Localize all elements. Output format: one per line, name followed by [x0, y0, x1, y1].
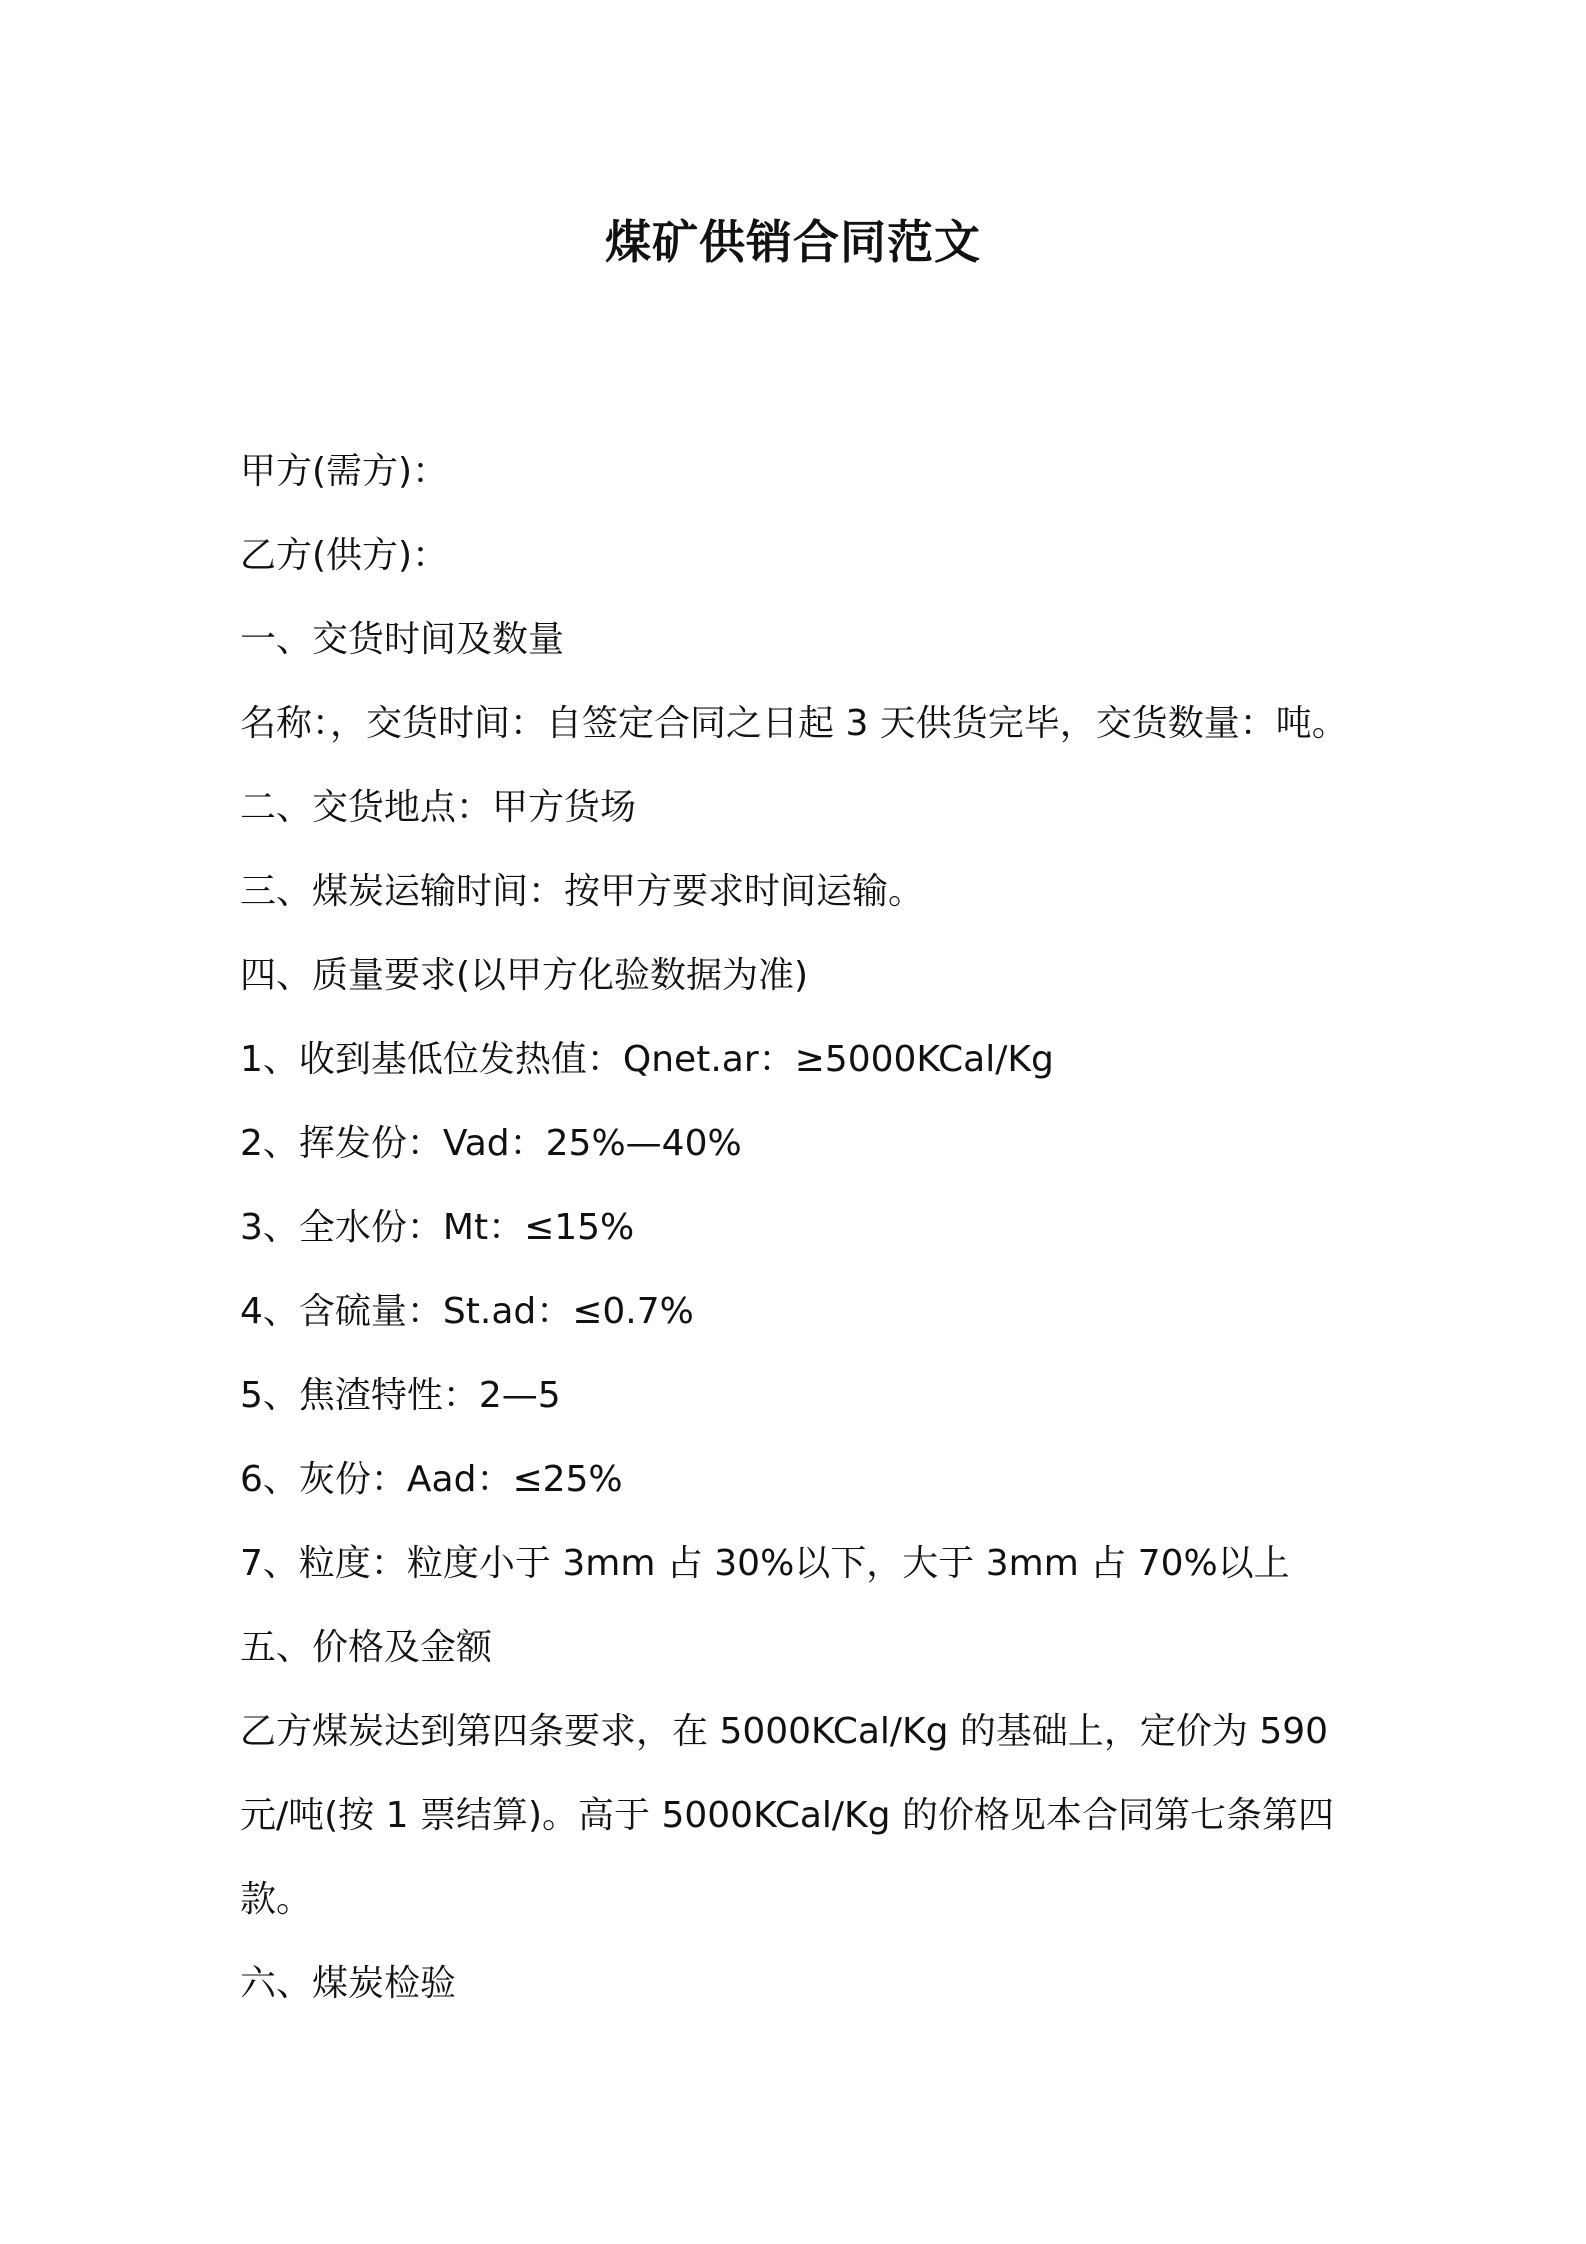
document-title: 煤矿供销合同范文	[605, 215, 981, 269]
section-1-heading: 一、交货时间及数量	[240, 619, 565, 660]
price-paragraph: 乙方煤炭达到第四条要求，在 5000KCal/Kg 的基础上，定价为 590 元/吨(按 1 票结算)。高于 5000KCal/Kg 的价格见本合同第七条第四款。	[240, 1711, 1334, 1920]
section-3-heading: 三、煤炭运输时间：按甲方要求时间运输。	[240, 871, 925, 912]
quality-item-2: 2、挥发份：Vad：25%—40%	[240, 1123, 742, 1164]
section-4-heading: 四、质量要求(以甲方化验数据为准)	[240, 955, 809, 996]
section-2-heading: 二、交货地点：甲方货场	[240, 787, 637, 828]
document-body	[240, 450, 1380, 2046]
section-5-heading: 五、价格及金额	[240, 1627, 493, 1668]
quality-item-4: 4、含硫量：St.ad：≤0.7%	[240, 1291, 694, 1332]
delivery-terms-line: 名称：，交货时间：自签定合同之日起 3 天供货完毕，交货数量：吨。	[240, 703, 1348, 744]
quality-item-6: 6、灰份：Aad：≤25%	[240, 1459, 623, 1500]
section-6-heading: 六、煤炭检验	[240, 1963, 457, 2004]
quality-item-3: 3、全水份：Mt：≤15%	[240, 1207, 635, 1248]
party-b-line: 乙方(供方)：	[240, 535, 449, 576]
party-a-line: 甲方(需方)：	[240, 451, 449, 492]
quality-item-1: 1、收到基低位发热值：Qnet.ar：≥5000KCal/Kg	[240, 1039, 1054, 1080]
quality-item-7: 7、粒度：粒度小于 3mm 占 30%以下，大于 3mm 占 70%以上	[240, 1543, 1290, 1584]
quality-item-5: 5、焦渣特性：2—5	[240, 1375, 561, 1416]
